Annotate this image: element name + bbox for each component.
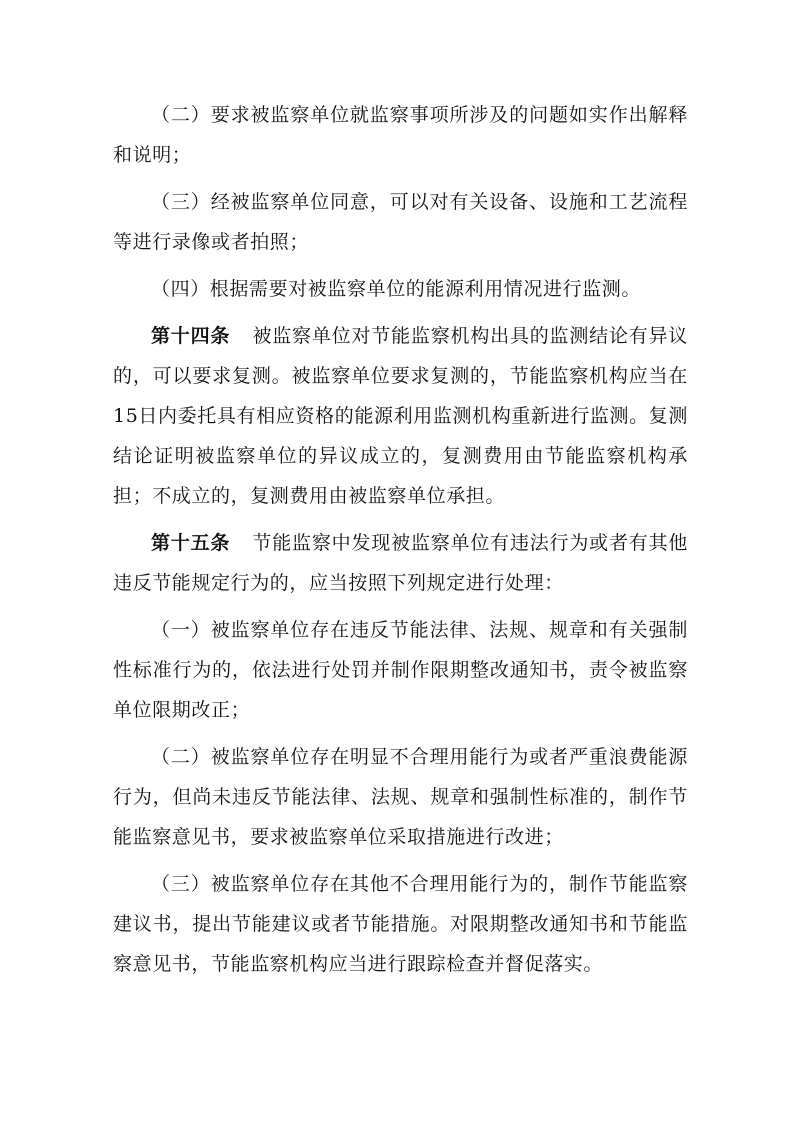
paragraph-item-3-recording <box>113 182 688 262</box>
paragraph-text: （四）根据需要对被监察单位的能源利用情况进行监测。 <box>151 278 642 300</box>
document-body <box>113 95 688 991</box>
article-label: 第十五条 <box>151 532 231 554</box>
paragraph-text: （二）被监察单位存在明显不合理用能行为或者严重浪费能源行为，但尚未违反节能法律、法规、规章和强制性标准的，制作节能监察意见书，要求被监察单位采取措施进行改进； <box>113 746 688 848</box>
paragraph-item-1-penalty <box>113 610 688 730</box>
article-label: 第十四条 <box>151 325 231 347</box>
paragraph-text: （三）经被监察单位同意，可以对有关设备、设施和工艺流程等进行录像或者拍照； <box>113 191 688 253</box>
article-14 <box>113 316 688 516</box>
paragraph-text: 被监察单位对节能监察机构出具的监测结论有异议的，可以要求复测。被监察单位要求复测的，节能监察机构应当在15日内委托具有相应资格的能源利用监测机构重新进行监测。复测结论证明被监察单位的异议成立的，复测费用由节能监察机构承担；不成立的，复测费用由被监察单位承担。 <box>113 325 688 507</box>
paragraph-text: （三）被监察单位存在其他不合理用能行为的，制作节能监察建议书，提出节能建议或者节能措施。对限期整改通知书和节能监察意见书，节能监察机构应当进行跟踪检查并督促落实。 <box>113 873 688 975</box>
paragraph-text: 节能监察中发现被监察单位有违法行为或者有其他违反节能规定行为的，应当按照下列规定进行处理： <box>113 532 688 594</box>
paragraph-item-2-opinion <box>113 737 688 857</box>
article-15 <box>113 523 688 603</box>
paragraph-text: （二）要求被监察单位就监察事项所涉及的问题如实作出解释和说明； <box>113 104 688 166</box>
paragraph-item-3-suggestion <box>113 864 688 984</box>
paragraph-item-4-monitoring <box>113 269 688 309</box>
paragraph-text: （一）被监察单位存在违反节能法律、法规、规章和有关强制性标准行为的，依法进行处罚并制作限期整改通知书，责令被监察单位限期改正； <box>113 619 688 721</box>
paragraph-item-2-explanation <box>113 95 688 175</box>
